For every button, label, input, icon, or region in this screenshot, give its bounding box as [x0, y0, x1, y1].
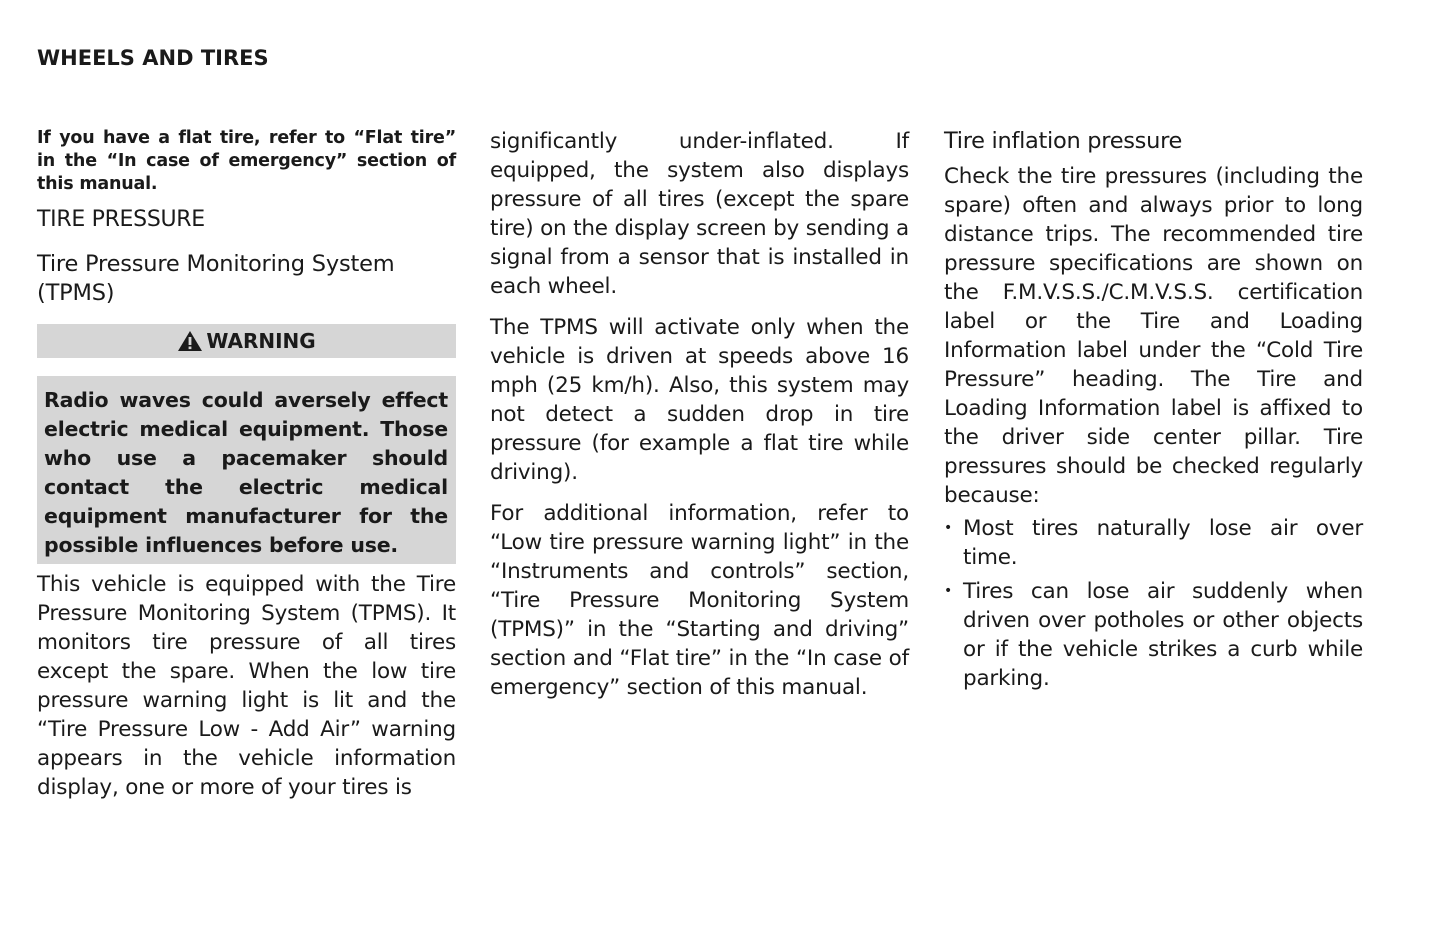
paragraph-activation: The TPMS will activate only when the vehicle is driven at speeds above 16 mph (25 km/h). Also, this system may not detect a sudden drop in tire pressure (for example a flat tire while driving). — [490, 315, 909, 485]
list-item — [944, 577, 1363, 693]
warning-box — [37, 376, 456, 564]
section-header: WHEELS AND TIRES — [37, 46, 269, 70]
bullet-list — [944, 514, 1363, 693]
warning-label: WARNING — [206, 329, 316, 353]
tpms-subheading: Tire Pressure Monitoring System (TPMS) — [37, 251, 395, 306]
paragraph-additional-info: For additional information, refer to “Low tire pressure warning light” in the “Instruments and controls” section, “Tire Pressure Monitoring System (TPMS)” in the “Starting and driving” section and “Flat tire” in the “In case of emergency” section of this manual. — [490, 501, 909, 700]
column-3 — [944, 127, 1363, 698]
list-item — [944, 514, 1363, 572]
flat-tire-note: If you have a flat tire, refer to “Flat tire” in the “In case of emergency” section of this manual. — [37, 128, 456, 194]
warning-text: Radio waves could aversely effect electric medical equipment. Those who use a pacemaker should contact the electric medical equipment manufacturer for the possible influences before use. — [44, 388, 448, 557]
tire-inflation-subheading: Tire inflation pressure — [944, 128, 1183, 154]
tire-pressure-heading: TIRE PRESSURE — [37, 207, 205, 232]
bullet-icon: • — [944, 520, 953, 536]
inflation-paragraph: Check the tire pressures (including the spare) often and always prior to long distance trips. The recommended tire pressure specifications are shown on the F.M.V.S.S./C.M.V.S.S. certification label or the Tire and Loading Information label under the “Cold Tire Pressure” heading. The Tire and Loading Information label is affixed to the driver side center pillar. Tire pressures should be checked regularly because: — [944, 164, 1363, 508]
bullet-text: Most tires naturally lose air over time. — [963, 516, 1363, 570]
bullet-text: Tires can lose air suddenly when driven over potholes or other objects or if the vehicle strikes a curb while parking. — [963, 579, 1363, 691]
tpms-paragraph: This vehicle is equipped with the Tire Pressure Monitoring System (TPMS). It monitors tire pressure of all tires except the spare. When the low tire pressure warning light is lit and the “Tire Pressure Low - Add Air” warning appears in the vehicle information display, one or more of your tires is — [37, 572, 456, 800]
column-1 — [37, 127, 456, 802]
paragraph-continuation: significantly under-inflated. If equipped, the system also displays pressure of all tires (except the spare tire) on the display screen by sending a signal from a sensor that is installed in each wheel. — [490, 129, 909, 299]
warning-triangle-icon — [177, 330, 203, 352]
warning-header — [37, 324, 456, 358]
bullet-icon: • — [944, 583, 953, 599]
column-2 — [490, 127, 909, 702]
